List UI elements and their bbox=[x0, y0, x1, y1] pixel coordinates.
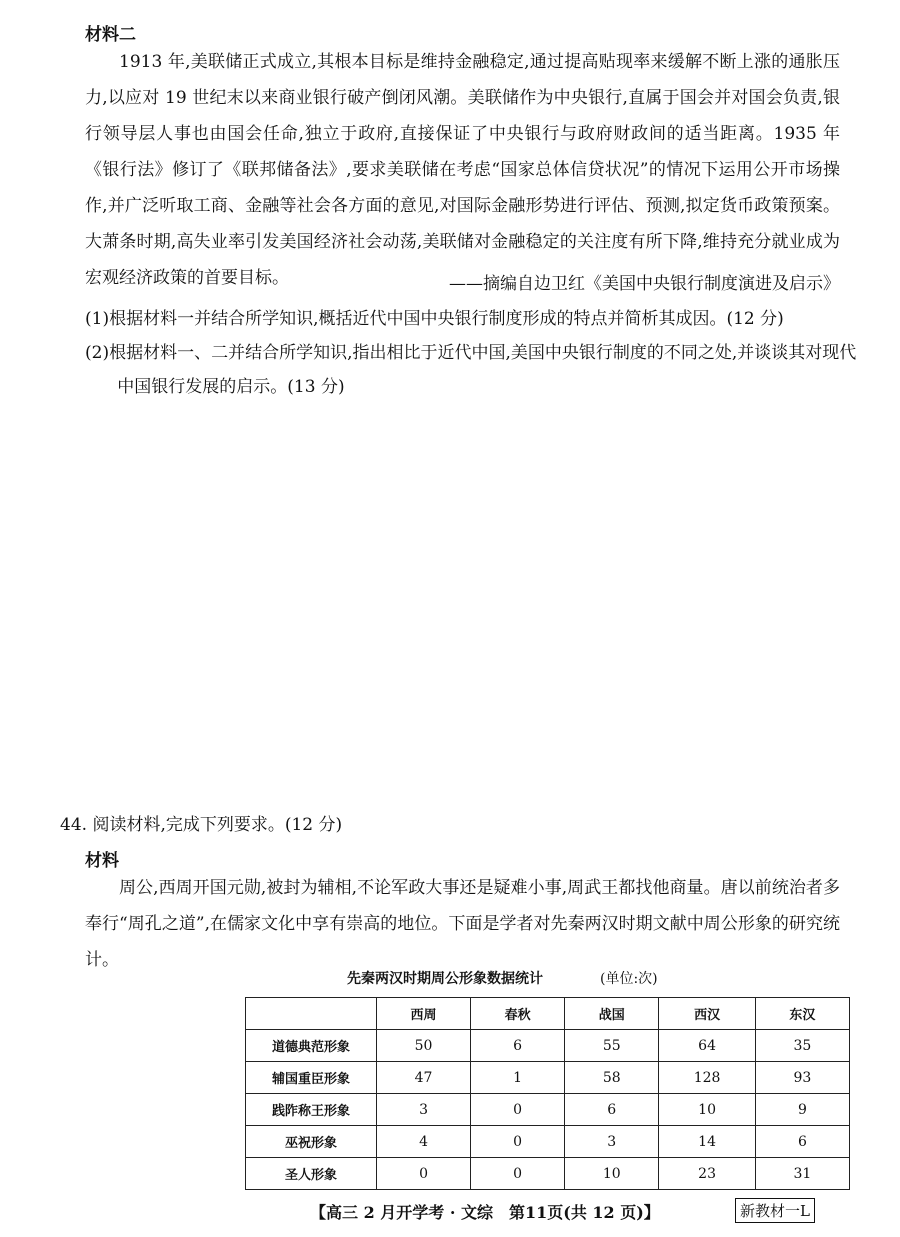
material2-source: ——摘编自边卫红《美国中央银行制度演进及启示》 bbox=[449, 274, 840, 294]
table-header-cell: 西周 bbox=[377, 998, 471, 1030]
table-row bbox=[246, 1126, 850, 1158]
table-header-cell: 春秋 bbox=[471, 998, 565, 1030]
table-row bbox=[246, 1158, 850, 1190]
table-title: 先秦两汉时期周公形象数据统计 bbox=[347, 971, 543, 987]
table-cell: 9 bbox=[755, 1094, 849, 1126]
table-row bbox=[246, 1094, 850, 1126]
table-cell: 4 bbox=[377, 1126, 471, 1158]
table-cell: 50 bbox=[377, 1030, 471, 1062]
table-cell: 6 bbox=[565, 1094, 659, 1126]
table-cell: 0 bbox=[471, 1158, 565, 1190]
edition-badge: 新教材一L bbox=[735, 1198, 815, 1223]
table-row-label: 圣人形象 bbox=[246, 1158, 377, 1190]
table-cell: 14 bbox=[659, 1126, 756, 1158]
table-cell: 128 bbox=[659, 1062, 756, 1094]
table-header-cell bbox=[246, 998, 377, 1030]
table-header-cell: 东汉 bbox=[755, 998, 849, 1030]
table-cell: 23 bbox=[659, 1158, 756, 1190]
table-cell: 3 bbox=[377, 1094, 471, 1126]
question-44-paragraph: 周公,西周开国元勋,被封为辅相,不论军政大事还是疑难小事,周武王都找他商量。唐以前统治者多奉行“周孔之道”,在儒家文化中享有崇高的地位。下面是学者对先秦两汉时期文献中周公形象的研究统计。 bbox=[85, 878, 840, 970]
table-cell: 35 bbox=[755, 1030, 849, 1062]
table-unit: (单位:次) bbox=[600, 971, 658, 987]
table-row-label: 巫祝形象 bbox=[246, 1126, 377, 1158]
table-cell: 0 bbox=[471, 1126, 565, 1158]
table-cell: 58 bbox=[565, 1062, 659, 1094]
table-cell: 10 bbox=[659, 1094, 756, 1126]
table-cell: 93 bbox=[755, 1062, 849, 1094]
statistics-table bbox=[245, 997, 850, 1190]
question-43-1: (1)根据材料一并结合所学知识,概括近代中国中央银行制度形成的特点并简析其成因。(12 分) bbox=[85, 309, 784, 329]
table-row bbox=[246, 1030, 850, 1062]
table-header-cell: 西汉 bbox=[659, 998, 756, 1030]
material2-paragraph: 1913 年,美联储正式成立,其根本目标是维持金融稳定,通过提高贴现率来缓解不断上涨的通胀压力,以应对 19 世纪末以来商业银行破产倒闭风潮。美联储作为中央银行,直属于国会并对国会负责,银行领导层人事也由国会任命,独立于政府,直接保证了中央银行与政府财政间的适当距离。1935 年《银行法》修订了《联邦储备法》,要求美联储在考虑“国家总体信贷状况”的情况下运用公开市场操作,并广泛听取工商、金融等社会各方面的意见,对国际金融形势进行评估、预测,拟定货币政策预案。大萧条时期,高失业率引发美国经济社会动荡,美联储对金融稳定的关注度有所下降,维持充分就业成为宏观经济政策的首要目标。 bbox=[85, 52, 840, 288]
table-cell: 0 bbox=[377, 1158, 471, 1190]
table-cell: 31 bbox=[755, 1158, 849, 1190]
table-row-label: 道德典范形象 bbox=[246, 1030, 377, 1062]
table-cell: 1 bbox=[471, 1062, 565, 1094]
table-row-label: 辅国重臣形象 bbox=[246, 1062, 377, 1094]
table-cell: 47 bbox=[377, 1062, 471, 1094]
material2-heading: 材料二 bbox=[85, 25, 136, 45]
table-header-cell: 战国 bbox=[565, 998, 659, 1030]
table-cell: 55 bbox=[565, 1030, 659, 1062]
table-cell: 3 bbox=[565, 1126, 659, 1158]
table-cell: 10 bbox=[565, 1158, 659, 1190]
question-44-title: 44. 阅读材料,完成下列要求。(12 分) bbox=[60, 815, 343, 835]
table-cell: 6 bbox=[755, 1126, 849, 1158]
table-header-row bbox=[246, 998, 850, 1030]
table-cell: 0 bbox=[471, 1094, 565, 1126]
table-row-label: 践阼称王形象 bbox=[246, 1094, 377, 1126]
table-cell: 6 bbox=[471, 1030, 565, 1062]
table-cell: 64 bbox=[659, 1030, 756, 1062]
question-43-2: (2)根据材料一、二并结合所学知识,指出相比于近代中国,美国中央银行制度的不同之处,并谈谈其对现代中国银行发展的启示。(13 分) bbox=[85, 343, 857, 397]
table-row bbox=[246, 1062, 850, 1094]
page-footer: 【高三 2 月开学考 · 文综 第11页(共 12 页)】 bbox=[310, 1203, 660, 1222]
question-44-material-heading: 材料 bbox=[85, 851, 119, 871]
